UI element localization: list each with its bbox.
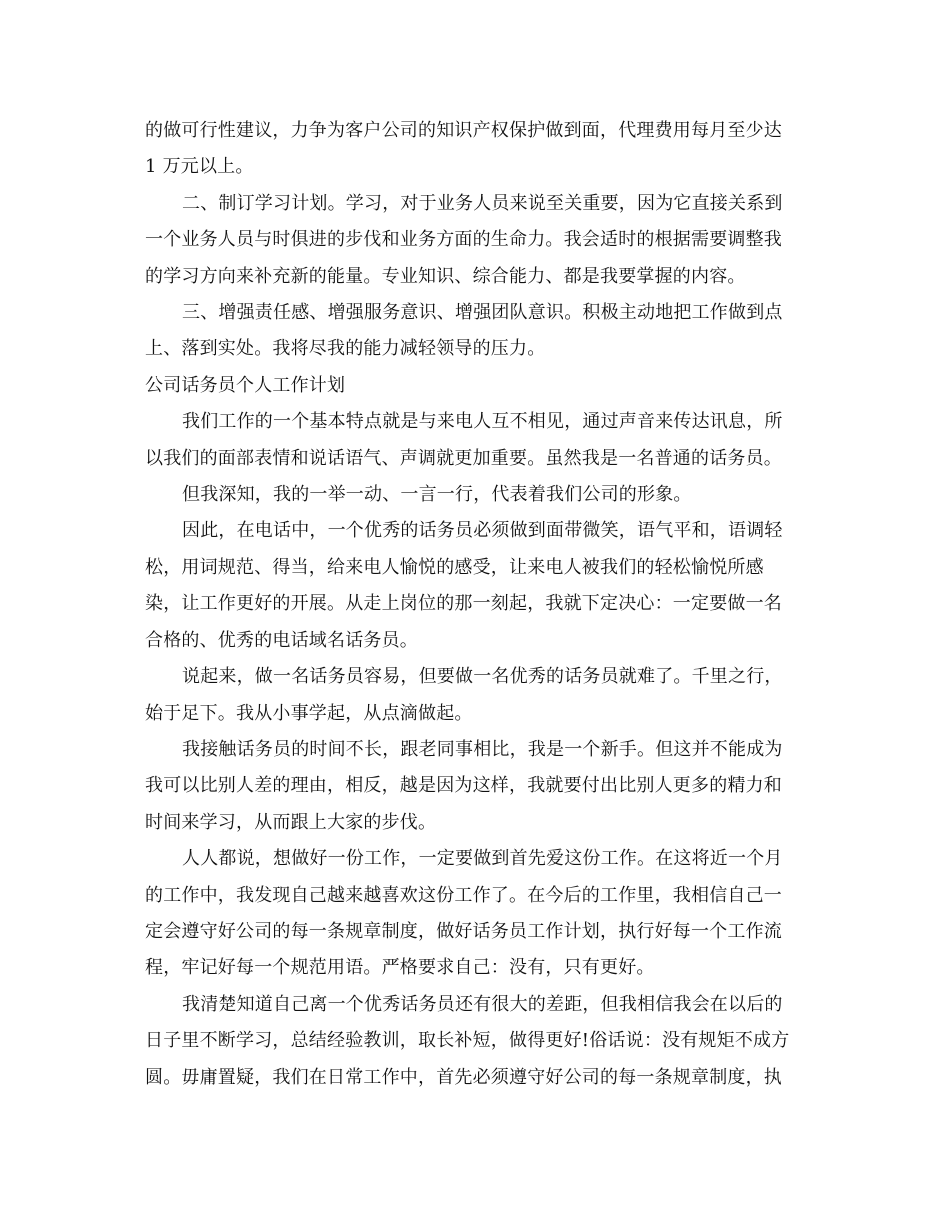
continuation-paragraph: [145, 113, 800, 186]
text-line: 三、增强责任感、增强服务意识、增强团队意识。积极主动地把工作做到点: [182, 302, 783, 324]
text-line: 以我们的面部表情和说话语气、声调就更加重要。虽然我是一名普通的话务员。: [145, 447, 782, 469]
text-line: 圆。毋庸置疑，我们在日常工作中，首先必须遵守好公司的每一条规章制度，执: [145, 1066, 782, 1088]
text-line: 公司话务员个人工作计划: [145, 374, 346, 396]
text-line: 我们工作的一个基本特点就是与来电人互不相见，通过声音来传达讯息，所: [182, 411, 783, 433]
text-line: 上、落到实处。我将尽我的能力减轻领导的压力。: [145, 338, 546, 360]
body-paragraph: [145, 186, 800, 295]
text-line: 定会遵守好公司的每一条规章制度，做好话务员工作计划，执行好每一个工作流: [145, 920, 782, 942]
text-line: 但我深知，我的一举一动、一言一行，代表着我们公司的形象。: [182, 484, 692, 506]
body-paragraph: [145, 659, 800, 732]
body-paragraph: [145, 295, 800, 368]
body-paragraph: [145, 477, 800, 513]
body-paragraph: [145, 987, 800, 1096]
text-line: 日子里不断学习，总结经验教训，取长补短，做得更好!俗话说：没有规矩不成方: [145, 1030, 790, 1052]
text-line: 说起来，做一名话务员容易，但要做一名优秀的话务员就难了。千里之行，: [182, 666, 783, 688]
text-line: 程，牢记好每一个规范用语。严格要求自己：没有，只有更好。: [145, 957, 655, 979]
body-paragraph: [145, 732, 800, 841]
text-line: 因此，在电话中，一个优秀的话务员必须做到面带微笑，语气平和，语调轻: [182, 520, 783, 542]
text-line: 时间来学习，从而跟上大家的步伐。: [145, 811, 437, 833]
text-line: 我接触话务员的时间不长，跟老同事相比，我是一个新手。但这并不能成为: [182, 738, 783, 760]
text-line: 人人都说，想做好一份工作，一定要做到首先爱这份工作。在这将近一个月: [182, 848, 783, 870]
section-heading: [145, 368, 800, 404]
text-line: 染，让工作更好的开展。从走上岗位的那一刻起，我就下定决心：一定要做一名: [145, 593, 782, 615]
text-line: 松，用词规范、得当，给来电人愉悦的感受，让来电人被我们的轻松愉悦所感: [145, 556, 764, 578]
body-paragraph: [145, 513, 800, 659]
text-line: 二、制订学习计划。学习，对于业务人员来说至关重要，因为它直接关系到: [182, 192, 783, 214]
text-line: 我可以比别人差的理由，相反，越是因为这样，我就要付出比别人更多的精力和: [145, 775, 782, 797]
text-line: 的工作中，我发现自己越来越喜欢这份工作了。在今后的工作里，我相信自己一: [145, 884, 782, 906]
body-paragraph: [145, 404, 800, 477]
text-line: 始于足下。我从小事学起，从点滴做起。: [145, 702, 473, 724]
text-line: 我清楚知道自己离一个优秀话务员还有很大的差距，但我相信我会在以后的: [182, 993, 783, 1015]
document-body: [145, 113, 800, 1096]
text-line: 1 万元以上。: [145, 156, 254, 178]
text-line: 一个业务人员与时俱进的步伐和业务方面的生命力。我会适时的根据需要调整我: [145, 229, 782, 251]
body-paragraph: [145, 841, 800, 987]
text-line: 合格的、优秀的电话域名话务员。: [145, 629, 418, 651]
text-line: 的做可行性建议，力争为客户公司的知识产权保护做到面，代理费用每月至少达: [145, 120, 782, 141]
text-line: 的学习方向来补充新的能量。专业知识、综合能力、都是我要掌握的内容。: [145, 265, 746, 287]
